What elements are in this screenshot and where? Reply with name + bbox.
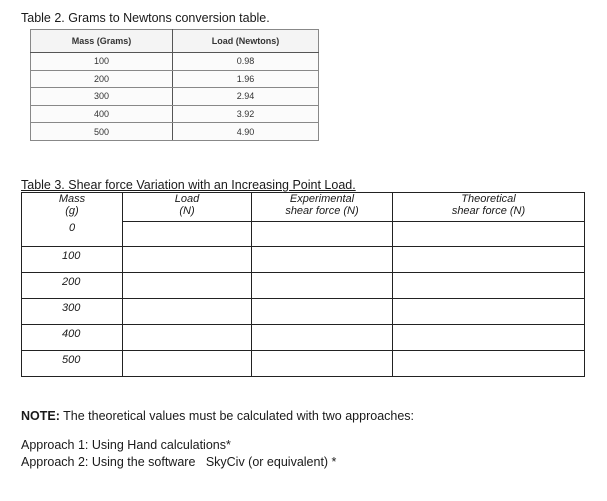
theoretical-value-cell: [393, 273, 585, 299]
mass-cell: 300: [31, 88, 173, 106]
table2-caption: Table 2. Grams to Newtons conversion table.: [21, 11, 270, 25]
theoretical-header-line1: Theoretical: [461, 193, 516, 205]
load-value-cell: [123, 273, 252, 299]
mass-header-line1: Mass: [58, 193, 86, 205]
table-row: [22, 247, 585, 273]
theoretical-value-cell: [393, 351, 585, 377]
theoretical-value-cell: [393, 247, 585, 273]
experimental-value-cell: [252, 273, 393, 299]
table-row: [22, 299, 585, 325]
load-cell: 3.92: [173, 105, 319, 123]
approach-1-text: Approach 1: Using Hand calculations*: [21, 438, 231, 452]
theoretical-value-cell: [393, 325, 585, 351]
mass-value-cell: [22, 299, 123, 325]
experimental-header: [252, 193, 393, 222]
theoretical-header: [393, 193, 585, 222]
grams-to-newtons-table: [30, 29, 319, 141]
load-header-line2: (N): [179, 205, 195, 217]
table-row: [22, 351, 585, 377]
experimental-header-line1: Experimental: [289, 193, 355, 205]
mass-value: 500: [62, 354, 81, 366]
table-header-row: [31, 30, 319, 53]
load-value-cell: [123, 299, 252, 325]
load-cell: 4.90: [173, 123, 319, 141]
note-text: The theoretical values must be calculated with two approaches:: [59, 409, 415, 423]
load-cell: 0.98: [173, 53, 319, 71]
experimental-value-cell: [252, 351, 393, 377]
mass-cell: 500: [31, 123, 173, 141]
table-row: [22, 222, 585, 247]
experimental-header-line2: shear force (N): [285, 205, 359, 217]
table-row: [31, 88, 319, 106]
load-value-cell: [123, 325, 252, 351]
theoretical-value-cell: [393, 222, 585, 247]
table-row: [31, 70, 319, 88]
table-row: [31, 105, 319, 123]
load-cell: 2.94: [173, 88, 319, 106]
mass-value: 100: [62, 250, 81, 262]
load-value-cell: [123, 222, 252, 247]
load-value-cell: [123, 247, 252, 273]
shear-force-table: [21, 192, 585, 377]
table-row: [22, 325, 585, 351]
note-label: NOTE:: [21, 409, 60, 423]
load-value-cell: [123, 351, 252, 377]
table-header-row: [22, 193, 585, 222]
load-cell: 1.96: [173, 70, 319, 88]
approach-2-text: Approach 2: Using the software SkyCiv (or equivalent) *: [21, 455, 337, 469]
mass-header: [22, 193, 123, 222]
table-row: [22, 273, 585, 299]
mass-grams-header: Mass (Grams): [31, 30, 173, 53]
experimental-value-cell: [252, 222, 393, 247]
mass-value: 200: [62, 276, 81, 288]
experimental-value-cell: [252, 325, 393, 351]
theoretical-value-cell: [393, 299, 585, 325]
experimental-value-cell: [252, 299, 393, 325]
table3-caption: Table 3. Shear force Variation with an Increasing Point Load.: [21, 178, 356, 192]
table-row: [31, 53, 319, 71]
note-paragraph: [21, 409, 414, 423]
mass-cell: 400: [31, 105, 173, 123]
load-header-line1: Load: [174, 193, 200, 205]
theoretical-header-line2: shear force (N): [451, 205, 526, 217]
load-newtons-header: Load (Newtons): [173, 30, 319, 53]
mass-value: 300: [62, 302, 81, 314]
mass-value: 400: [62, 328, 81, 340]
experimental-value-cell: [252, 247, 393, 273]
mass-value-cell: [22, 222, 123, 247]
mass-header-line2: (g): [65, 205, 79, 217]
load-header: [123, 193, 252, 222]
mass-cell: 100: [31, 53, 173, 71]
mass-cell: 200: [31, 70, 173, 88]
mass-value: 0: [68, 221, 76, 234]
mass-value-cell: [22, 273, 123, 299]
mass-value-cell: [22, 351, 123, 377]
mass-value-cell: [22, 247, 123, 273]
table-row: [31, 123, 319, 141]
mass-value-cell: [22, 325, 123, 351]
